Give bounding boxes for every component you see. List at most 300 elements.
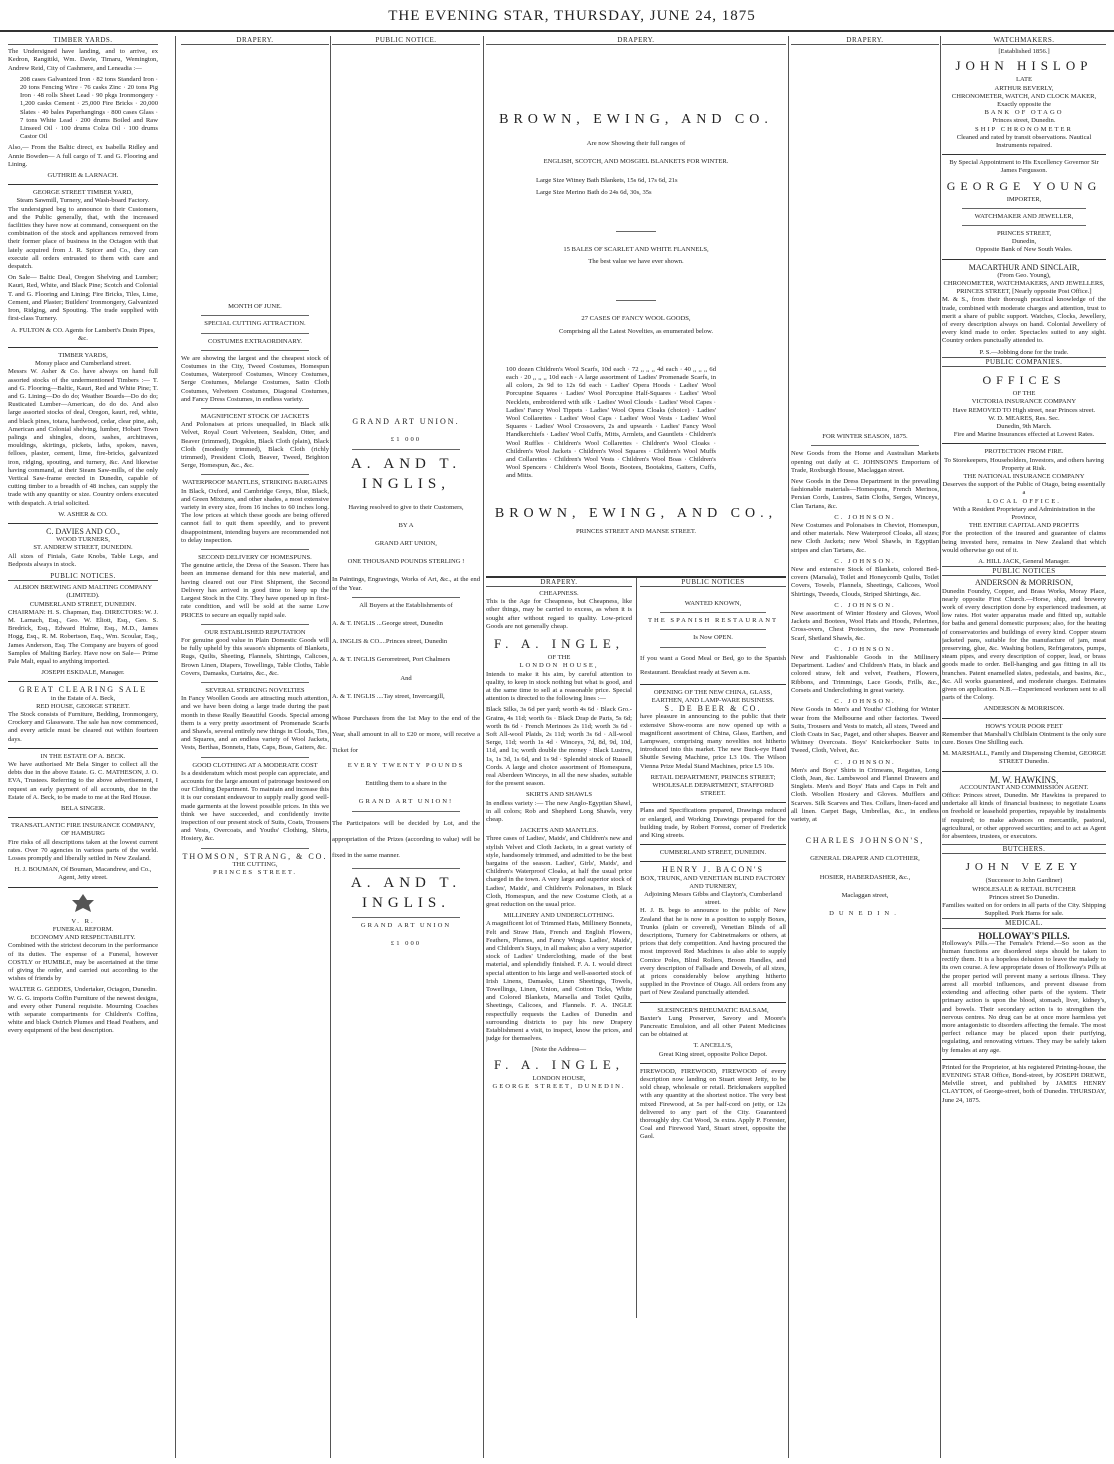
divider	[352, 868, 460, 869]
reputation-body: For genuine good value in Plain Domestic Goods will be fully upheld by this season's shipments of Blankets, Rugs, Quilts, Sheeting, Flannels, Shirtings, Calicoes, Brown Linen, Diapers, Towellings, Table Cloths, Table Covers, Damasks, Curtains, &c., &c.	[181, 636, 329, 677]
jackets-body: And Polonaises at prices unequalled, in Black silk Velvet, Royal Court Velveteen, Sealskin, Otter, and Beaver (trimmed), Dogskin, Black Cloth (plain), Black Cloth (modestly trimmed), Black Cloth (richly trimmed), President Cloth, Beaver, Tweed, Brighton Serge, Homespun, &c., &c.	[181, 421, 329, 470]
cases-line: 27 CASES OF FANCY WOOL GOODS,	[581, 315, 691, 323]
feet-body: Remember that Marshall's Chilblain Ointment is the only sure cure. Boxes One Shilling each.	[942, 730, 1106, 747]
section-heading: BUTCHERS.	[942, 844, 1106, 854]
spacer	[791, 864, 939, 874]
asher-body: Messrs W. Asher & Co. have always on hand full assorted stocks of the undermentioned Timbers :— T. and G. Flooring—Baltic, Kauri, Red and White Pine; T. and G. Lining—Do do do; Weather Boards—Do do do; Rusticated Lumber—American, do do do. And also large assorted stocks of deal, Oregon, kauri, red, white, and black pines, totara, hardwood, cedar, clear pine, ash, American and Colonial shelving, lumber, Hobart Town palings and shingles, doors, sashes, architraves, mouldings, skirtings, pickets, laths, spokes, naves, felloes, plaster, cement, lime, fire-bricks, galvanized iron, ridging, spouting, and turnery, &c. And likewise having command, at their Steam Saw-mills, of the only Vertical Saw-frame erected in Dunedin, capable of cutting timber to a breadth of 48 inches, can supply the trade with any quantity or size. Country orders executed with despatch. A trial solicited.	[8, 368, 158, 507]
of-the: OF THE	[1012, 390, 1036, 398]
spacer	[332, 646, 480, 656]
princes-street: Princes street, Dunedin.	[992, 117, 1056, 125]
costumes-heading: COSTUMES EXTRAORDINARY.	[207, 337, 303, 345]
divider	[640, 861, 786, 862]
establishment-4: A. & T. INGLIS ....Tay street, Invercargill,	[332, 692, 445, 700]
millinery-heading: MILLINERY AND UNDERCLOTHING.	[503, 912, 615, 920]
de-beer-heading: S. DE BEER & CO.	[664, 704, 762, 714]
spacer	[486, 336, 786, 366]
importer: IMPORTER,	[1006, 195, 1042, 203]
hawkins-heading: M. W. HAWKINS,	[989, 774, 1059, 785]
divider	[201, 757, 309, 758]
spacer	[486, 197, 786, 227]
witney-line: Large Size Witney Bath Blankets, 15s 6d, 17s 6d, 21s	[536, 176, 678, 184]
jackets-body: Three cases of Ladies', Maids', and Children's new and stylish Velvet and Cloth Jackets, in a great variety of style, handsomely trimmed, and admitted to be the best bargains of the season. Ladies', Girls', Maids', and Children's Waterproof Cloaks, at half the usual price charged in the town. A very large and superior stock of Ladies', Maids', and Children's Polonaises, in Black Cloth, Homespun, and the new Costume Cloth, at a great reduction on the usual price.	[486, 835, 632, 908]
establishment-3: A. & T. INGLIS Gerorretreet, Port Chalmers	[332, 656, 451, 664]
timber-signature: GUTHRIE & LARNACH.	[47, 172, 119, 180]
timber-also: Also,— From the Baltic direct, ex Isabella Ridley and Annie Bowden— A full cargo of T. and G. Flooring and Lining.	[8, 144, 158, 168]
ingle-lines: Black Silks, 3s 6d per yard; worth 4s 6d · Black Gro.-Grains, 4s 11d; worth 6s · Black Drap de Paris, 5s 6d; worth 8s 6d · French Merinoes 2s 11d; worth 3s 6d · Soft All-wool Plaids, 2s 11d; worth 3s 6d · All-wool Serge, 11d; worth 1s 4d · Winceys, 7d, 8d, 9d, 10d, 11d, and 1s; worth double the money · Black Lustres, 1s, 1s 3d, 1s 6d, and 1s 9d · Splendid stock of Russell Cords. A large and choice assortment of Homespuns, real Aberdeen Winceys, in all the new shades, suitable for the present season.	[486, 706, 632, 788]
section-heading: PUBLIC NOTICES	[942, 566, 1106, 576]
spacer	[486, 48, 786, 110]
resident: With a Resident Proprietary and Administration in the Province,	[952, 505, 1096, 521]
spacer	[486, 236, 786, 246]
davies-heading: C. DAVIES AND CO.,	[46, 526, 120, 536]
balsam-heading: SLESINGER'S RHEUMATIC BALSAM,	[657, 1006, 769, 1014]
london-house-2: LONDON HOUSE,	[532, 1074, 586, 1082]
month-heading: MONTH OF JUNE.	[228, 303, 282, 311]
spacer	[486, 130, 786, 140]
skirts-heading: SKIRTS AND SHAWLS	[525, 791, 593, 799]
plans-body: Plans and Specifications prepared, Drawings reduced or enlarged, and Working Drawings prepared for the building trade, by Robert Forrest, corner of Frederick and King streets.	[640, 807, 786, 839]
jobbing: P. S.—Jobbing done for the trade.	[979, 348, 1069, 356]
vezey-body: Families waited on for orders in all parts of the City. Shipping Supplied. Pork Hams for sale.	[942, 902, 1106, 918]
spacer	[332, 701, 480, 711]
dress-dept: New Goods in the Dress Department in the prevailing fashionable materials—Homespuns, French Merinos, Persian Cords, Lustres, Satin Cloths, Serges, Winceys, Clan Tartans, &c.	[791, 478, 939, 510]
mens-body: New Goods in Men's and Youths' Clothing for Winter wear from the Melbourne and other factories. Tweed Suits, Trousers and Vests to match, all sizes, Tweed and Cloth Coats in Sac, Paget, and other shapes. Beaver and Whitney Overcoats. Boys' Knickerbocker Suits in Tweed, Cloth, Velvet, &c.	[791, 706, 939, 755]
hislop-heading: JOHN HISLOP	[955, 58, 1093, 74]
jackets-heading: JACKETS AND MANTLES.	[519, 827, 599, 835]
spacer	[332, 566, 480, 576]
ingle-intends: Intends to make it his aim, by careful attention to quality, to keep in stock nothing but what is good, and at the same time to sell at a reasonable price. Special attention is directed to the following lines :—	[486, 670, 632, 703]
ship-chronometer: SHIP CHRONOMETER	[975, 125, 1073, 133]
imprint: Printed for the Proprietor, at his registered Printing-house, the EVENING STAR Office, Bond-street, by JOSEPH DREWE, Melville street, and published by JAMES HENRY CLAYTON, of George-street, both of Dunedin. THURSDAY, June 24, 1875.	[942, 1063, 1106, 1104]
column-divider	[636, 578, 637, 1318]
best-value-line: The best value we have ever shown.	[588, 258, 684, 266]
davies-address: ST. ANDREW STREET, DUNEDIN.	[33, 544, 133, 552]
divider	[8, 523, 158, 524]
retail-heading: RETAIL DEPARTMENT, PRINCES STREET; WHOLESALE DEPARTMENT, STAFFORD STREET.	[650, 773, 776, 798]
protection-heading: PROTECTION FROM FIRE.	[984, 448, 1064, 456]
divider	[8, 887, 158, 888]
divider	[640, 844, 786, 845]
and-line: And	[400, 674, 412, 682]
fire-body: Fire risks of all descriptions taken at the lowest current rates. Over 70 agencies in various parts of the world. Losses promptly and liberally settled in New Zealand.	[8, 838, 158, 863]
hawkins-agent: ACCOUNTANT AND COMMISSION AGENT.	[959, 783, 1089, 791]
spacer	[486, 305, 786, 315]
ingle-heading: F. A. INGLE,	[493, 636, 625, 652]
skirts-body: In endless variety :— The new Anglo-Egyptian Shawl, in all colors; Rob and Shepherd Long Shawls, very cheap.	[486, 799, 632, 823]
holloway-heading: HOLLOWAY'S PILLS.	[978, 930, 1070, 941]
albion-body: CHAIRMAN: H. S. Chapman, Esq. DIRECTORS: W. J. M. Larnach, Esq., Geo. W. Eliott, Esq., Geo. S. Bredrick, Esq., Edward Hulme, Esq., M.D., James Hogg, Esq., R. M. Robertson, Esq., Wm. Scoular, Esq., James Anderson, Esq. The Company are buyers of good Samples of Malting Barley. Have now on Sale— Prime Pale Malt, equal to anything imported.	[8, 608, 158, 666]
spacer	[332, 683, 480, 693]
divider	[660, 612, 766, 613]
divider	[942, 718, 1106, 719]
charles-johnson: CHARLES JOHNSON'S,	[805, 836, 925, 846]
new-goods: New Goods from the Home and Australian Markets opening out daily at C. JOHNSON'S Emporium of Trade, Roxburgh House, Maclaggan street.	[791, 450, 939, 474]
hosiery-body: New assortment of Winter Hosiery and Gloves, Wool Jackets and Bootees, Wool Hats and Hoods, Pelerines, Cross-overs, Chest Protectors, the new Promenade Scarf, Shetland Shawls, &c.	[791, 610, 939, 642]
divider	[640, 802, 786, 803]
winter-season: FOR WINTER SEASON, 1875.	[822, 433, 908, 441]
divider	[8, 681, 158, 682]
section-heading: TIMBER YARDS.	[8, 36, 158, 45]
divider	[660, 629, 766, 630]
clearing-sub: in the Estate of A. Beck,	[50, 694, 116, 702]
section-heading: DRAPERY.	[181, 36, 329, 45]
vezey-sub: (Successor to John Gardiner)	[985, 877, 1063, 885]
wanted-known: WANTED KNOWN,	[684, 600, 742, 608]
gst-signature: A. FULTON & CO. Agents for Lambert's Drain Pipes, &c.	[11, 326, 155, 342]
masthead-rule	[0, 30, 1114, 32]
maclaggan-line: Maclaggan street,	[841, 891, 889, 899]
divider	[352, 597, 460, 598]
thomson-cutting: THE CUTTING,	[232, 860, 278, 868]
resolved-line: Having resolved to give to their Customers,	[348, 503, 464, 511]
divider	[201, 474, 309, 475]
beck-heading: IN THE ESTATE OF A. BECK.	[40, 752, 126, 760]
timber-yards-address: Moray place and Cumberland street.	[34, 360, 132, 368]
bales-line: 15 BALES OF SCARLET AND WHITE FLANNELS,	[563, 246, 709, 254]
fire-heading: TRANSATLANTIC FIRE INSURANCE COMPANY, OF HAMBURG	[11, 822, 155, 838]
grand-art-union: GRAND ART UNION,	[375, 540, 437, 548]
clothing-body: Is a desideratum which most people can appreciate, and accounts for the large amount of patronage bestowed on our Clothing Department. To maintain and increase this it is our constant endeavour to supply really good well-made garments at the lowest possible prices. In this we think we have succeeded, and confidently invite inspection of our present stock of Suits, Coats, Trousers and Vests, Overcoats, and Youths' Clothing, Shirts, Hosiery, &c.	[181, 769, 329, 843]
section-heading: DRAPERY.	[486, 36, 786, 45]
section-heading: DRAPERY.	[486, 578, 632, 587]
spacer	[791, 882, 939, 892]
gst-subheading: Steam Sawmill, Turnery, and Wash-board Factory.	[16, 197, 150, 205]
column-brown-ewing	[486, 36, 786, 1458]
divider	[201, 408, 309, 409]
divider	[352, 917, 460, 918]
spacer	[332, 494, 480, 504]
column-divider	[175, 36, 176, 1458]
young-heading: GEORGE YOUNG	[946, 178, 1102, 193]
protection-body: To Storekeepers, Householders, Investors, and others having Property at Risk.	[944, 456, 1104, 472]
divider	[201, 682, 309, 683]
balsam-body: Baxter's Lung Preserver, Savory and Moore's Pancreatic Emulsion, and all other Patent Medicines can be obtained at	[640, 1014, 786, 1039]
homespun-heading: SECOND DELIVERY OF HOMESPUNS.	[198, 554, 312, 562]
spacer	[486, 266, 786, 296]
section-heading: PUBLIC NOTICES.	[8, 572, 158, 581]
bacon-heading: HENRY J. BACON'S	[662, 865, 764, 875]
comprising-line: Comprising all the Latest Novelties, as enumerated below.	[559, 327, 713, 335]
masthead: THE EVENING STAR, THURSDAY, JUNE 24, 1875	[388, 8, 756, 24]
johnson-signature: C. JOHNSON.	[834, 645, 896, 653]
dunedin: Dunedin,	[1011, 238, 1037, 246]
spacer	[791, 900, 939, 910]
divider	[942, 154, 1106, 155]
divider	[8, 748, 158, 749]
princes-manse-line: PRINCES STREET AND MANSE STREET.	[575, 527, 697, 535]
inglis-heading: A. AND T. INGLIS,	[350, 455, 462, 492]
entire-body: For the protection of the insured and guarantee of claims being invested here, remains in New Zealand that which would otherwise go out of it.	[942, 530, 1106, 554]
fire-marine: Fire and Marine Insurances effected at Lowest Rates.	[953, 431, 1095, 439]
millinery-body: New and Fashionable Goods in the Millinery Department. Ladies' and Children's Hats, in black and colored straw, felt and velvet, Feathers, Flowers, Ribbons, and Trimmings, Lace Goods, Frills, &c., Corsets and Underclothing in great variety.	[791, 654, 939, 694]
funeral-more: W. G. G. imports Coffin Furniture of the newest designs, and every other Funeral requisite. Mourning Coaches with separate compartments for Children's Coffins, white and black Ostrich Plumes and Head Feathers, and every equipment of the best description.	[8, 994, 158, 1035]
inglis-heading-2: A. AND T. INGLIS.	[350, 874, 462, 911]
beck-signature: BELA SINGER.	[61, 805, 105, 813]
spacer	[181, 48, 329, 303]
ingle-heading-2: F. A. INGLE,	[493, 1056, 625, 1072]
column-divider	[940, 36, 941, 1458]
johnson-signature: C. JOHNSON.	[834, 513, 896, 521]
davies-sub: WOOD TURNERS,	[56, 536, 110, 544]
millinery-body: A magnificent lot of Trimmed Hats, Millinery Bonnets, Felt and Straw Hats, French and English Flowers, Feathers, Plumes, and Fancy Wings. Ladies', Maids', and Children's Stays, in all makes; also a very superior stock of Ladies' Underclothing, made of the best material, and splendidly finished. F. A. I. would direct special attention to his large and well-assorted stock of Irish Linens, Damasks, Linen Sheetings, Towels, Towellings, Linen, Union, and Cotton Ticks, White and Colored Blankets, Marsella and Toilet Quilts, Sheetings, Calicoes, and Flannels. F. A. INGLE respectfully requests the Ladies of Dunedin and surrounding districts to pay his new Drapery Establishment a visit, to inspect, know the prices, and judge for themselves.	[486, 920, 632, 1043]
costumes-body: We are showing the largest and the cheapest stock of Costumes in the City, Tweed Costumes, Homespun Costumes, Waterproof Costumes, Wincey Costumes, Serge Costumes, Melange Costumes, Satin Cloth Costumes, Velveteen Costumes, Diagonal Costumes, and Fancy Dress Costumes, in endless variety.	[181, 354, 329, 403]
gst-heading: GEORGE STREET TIMBER YARD,	[33, 189, 133, 197]
anderson-signature: ANDERSON & MORRISON.	[983, 705, 1065, 713]
of-the: OF THE	[547, 654, 571, 662]
column-ingle	[486, 578, 632, 1091]
divider	[352, 811, 460, 812]
johnson-signature: C. JOHNSON.	[834, 601, 896, 609]
note-address: [Note the Address—	[531, 1046, 587, 1054]
watchmaker-jeweller: WATCHMAKER AND JEWELLER,	[974, 212, 1074, 220]
reputation-heading: OUR ESTABLISHED REPUTATION	[204, 628, 306, 636]
section-heading: PUBLIC COMPANIES.	[942, 357, 1106, 367]
local-office: LOCAL OFFICE.	[987, 497, 1061, 505]
costumes-body: New Costumes and Polonaises in Cheviot, Homespun, and other materials. New Waterproof Cloaks, all sizes; new Cloth Jackets; new Wool Shawls, in Egyptian stripes and clan Tartans, &c.	[791, 522, 939, 554]
wool-goods-list: 100 dozen Children's Wool Scarfs, 10d each · 72 ,, ,, ,, 4d each · 40 ,, ,, ,, 6d each · 20 ,, ,, ,, 10d each · A large assortment of Ladies' Promenade Scarfs, in all colors, 2s 9d to 12s 6d each · Ladies' Opera Hoods · Ladies' Wool Porcupine Squares · Ladies' Wool Porcupine Half-Squares · Ladies' Wool Necklets, embroidered with silk · Ladies' Wool Clouds · Ladies' Wool Capes · Ladies' Fancy Wool Tippets · Ladies' Wool Opera Cloaks (choice) · Ladies' Wool Collarettes · Ladies' Wool Caps · Ladies' Wool Vests · Ladies' Wool Squares · Ladies' Wool Crossovers, 2s and upwards · Ladies' Fancy Wool Handkerchiefs · Ladies' Wool Cuffs, Mitts, Armlets, and Gauntlets · Children's Wool Ruffles · Children's Wool Collarettes · Children's Wool Cloaks · Children's Wool Jackets · Children's Wool Squares · Children's Wool Muffs and Collarettes · Children's Wool Vests · Children's Wool Boas · Children's Wool Spencers · Children's Wool Boots, Bootees, Bootakins, Gaiters, Cuffs, and Mitts.	[506, 365, 716, 480]
beck-body: We have authorised Mr Bela Singer to collect all the debts due in the above Estate. G. C. MATHESON, J. O. EVA, Trustees. Referring to the above advertisement, I request an early payment of all accounts, due in the Estate of A. Beck, to be made to me at the Red House.	[8, 761, 158, 801]
column-divider	[330, 36, 331, 1458]
general-draper: GENERAL DRAPER AND CLOTHIER,	[810, 855, 920, 863]
novelties-body: In Fancy Woollen Goods are attracting much attention, and we have been doing a large trade during the past month in these Really Beautiful Goods. Special among them is a very pretty assortment of Promenade Scarfs and Shawls, several entirely new things in Clouds, Ties, and Squares, and an endless variety of Wool Jackets, Vests, Berthas, Bonnets, Hats, Caps, Boas, Gaiters, &c.	[181, 695, 329, 752]
bacon-address: Adjoining Messrs Gibbs and Clayton's, Cumberland street.	[644, 890, 782, 907]
art-union-amount-2: £1 000	[390, 939, 422, 947]
divider	[8, 347, 158, 348]
gst-body: The undersigned beg to announce to their Customers, and the Public generally, that, with the increased facilities they have now at command, consequent on the combination of the stock and appliances removed from their former place of business in the Octagon with that lately acquired from J. R. Spicer and Co., they can execute all orders entrusted to them with care and despatch.	[8, 205, 158, 271]
establishment-2: A. INGLIS & CO....Princes street, Dunedin	[332, 638, 448, 646]
by-a: BY A	[398, 521, 414, 529]
section-heading: PUBLIC NOTICES	[640, 578, 786, 587]
column-divider	[788, 36, 789, 1458]
art-union-heading: GRAND ART UNION.	[352, 417, 460, 427]
divider	[962, 208, 1086, 209]
divider	[640, 1002, 786, 1003]
feet-heading: HOW'S YOUR POOR FEET	[985, 722, 1063, 730]
divider	[201, 333, 309, 334]
divider	[942, 1059, 1106, 1060]
spacer	[332, 770, 480, 780]
spacer	[332, 610, 480, 620]
mantles-heading: WATERPROOF MANTLES, STRIKING BARGAINS	[182, 479, 328, 487]
cleaned-line: Cleaned and rated by transit observations. Nautical Instruments repaired.	[956, 133, 1092, 150]
spacer	[332, 665, 480, 675]
anderson-heading: ANDERSON & MORRISON,	[974, 578, 1073, 588]
thomson-street: PRINCES STREET.	[212, 868, 298, 876]
deserves: Deserves the support of the Public of Otago, being essentially a	[942, 481, 1106, 497]
lower-split-section	[486, 576, 786, 1141]
divider	[616, 300, 656, 301]
divider	[8, 817, 158, 818]
now-open: Is Now OPEN.	[693, 634, 733, 642]
ancell-address: Great King street, opposite Police Depot.	[658, 1050, 768, 1058]
special-appointment: By Special Appointment to His Excellency Governor Sir James Fergusson.	[949, 159, 1099, 175]
column-timber-yards	[8, 36, 158, 1458]
spacer	[332, 530, 480, 540]
holloway-body: Holloway's Pills.—The Female's Friend.—So soon as the human functions are disordered steps should be taken to rectify them. It is a hopeless delusion to leave the malady to its own course. A few appropriate doses of Holloway's Pills at the proper period will prevent many a serious illness. They arrest all morbid influences, and prevent disease from extending and affecting other parts of the system. Their primary action is upon the blood, stomach, liver, kidney's, and bowels. Their secondary action is to strengthen the nervous centres. No drug can be at once more harmless yet more antagonistic to disorders affecting the female. The most perfect reliance may be placed upon their purifying, regulating, and renovating virtues. They may be safely taken by females at any age.	[942, 939, 1106, 1054]
merino-line: Large Size Merino Bath do 24s 6d, 30s, 35s	[536, 188, 652, 196]
hawkins-body: Office: Princes street, Dunedin. Mr Hawkins is prepared to undertake all kinds of financial business; to negotiate Loans on freehold or leasehold properties, repayable by instalments if required; to make advances on mercantile, pastoral, agricultural, or other approved securities; and to act as Agent for absentees, trustees, or executors.	[942, 792, 1106, 841]
johnson-signature: C. JOHNSON.	[834, 698, 896, 706]
art-union-heading-2: GRAND ART UNION	[360, 921, 452, 929]
every-twenty: EVERY TWENTY POUNDS	[347, 762, 465, 770]
clearing-address: RED HOUSE, GEORGE STREET.	[36, 702, 130, 710]
marshall-signature: M. MARSHALL, Family and Dispensing Chemist, GEORGE STREET Dunedin.	[942, 750, 1106, 766]
column-watchmakers	[942, 36, 1106, 1458]
gst-on-sale: On Sale— Baltic Deal, Oregon Shelving and Lumber; Kauri, Red, White, and Black Pine; Scotch and Colonial T. and G. Flooring and Lining; Fire Bricks, Tiles, Lime, Cement, and Plaster; Builders' Ironmongery, Galvanized Iron, Ridging, and Spouting. The trade supplied with first-class Turnery.	[8, 274, 158, 323]
spacer	[332, 930, 480, 940]
art-union-amount: £1 000	[390, 436, 422, 444]
spacer	[640, 590, 786, 600]
spacer	[332, 426, 480, 436]
divider	[660, 647, 766, 648]
vezey-heading: JOHN VEZEY	[965, 861, 1083, 874]
thomson-signature: THOMSON, STRANG, & CO.	[182, 851, 328, 861]
george-street: GEORGE STREET, DUNEDIN.	[492, 1082, 626, 1090]
divider	[640, 684, 786, 685]
bank-otago: BANK OF OTAGO	[984, 109, 1064, 117]
divider	[962, 225, 1086, 226]
national-insurance: THE NATIONAL INSURANCE COMPANY	[963, 472, 1085, 480]
column-art-union	[332, 36, 480, 1458]
cumberland-street: CUMBERLAND STREET, DUNEDIN.	[659, 849, 767, 857]
albion-heading: ALBION BREWING AND MALTING COMPANY (LIMITED).	[13, 584, 153, 600]
column-public-notices	[640, 578, 786, 1145]
divider	[616, 231, 656, 232]
opposite-nsw: Opposite Bank of New South Wales.	[975, 246, 1073, 254]
participators-line: The Participators will be decided by Lot, and the appropriation of the Prizes (according to value) will be fixed in the same manner.	[332, 819, 480, 859]
divider	[942, 771, 1106, 772]
grand-art-union-2: GRAND ART UNION!	[358, 798, 454, 806]
funeral-heading: FUNERAL REFORM.	[52, 925, 114, 933]
divider	[640, 1063, 786, 1064]
clearing-heading: GREAT CLEARING SALE	[18, 685, 148, 695]
funeral-signature: WALTER G. GEDDES, Undertaker, Octagon, Dunedin.	[9, 986, 157, 994]
clearing-body: The Stock consists of Furniture, Bedding, Ironmongery, Crockery and Glassware. The sale has now commenced, and every article must be cleared out within fourteen days.	[8, 711, 158, 743]
funeral-sub: ECONOMY AND RESPECTABILITY.	[30, 934, 136, 942]
divider	[942, 259, 1106, 260]
established: [Established 1856.]	[998, 48, 1050, 56]
bacon-body: H. J. B. begs to announce to the public of New Zealand that he is now in a position to supply Boxes, Trunks (plain or covered), Venetian Blinds of all descriptions, Turnery for Cabinetmakers or others, at prices that defy competition. And having procured the most improved Red Machines is also able to supply Cornice Poles, Blind Rollers, Broom Handles, and every description of Fallsade and Dowels, of all sizes, at prices considerably below anything hitherto supplied in the Province of Otago. All orders from any part of New Zealand punctually attended.	[640, 907, 786, 997]
davies-body: All sizes of Finials, Gate Knobs, Table Legs, and Bedposts always in stock.	[8, 552, 158, 568]
albion-signature: JOSEPH ESKDALE, Manager.	[41, 669, 125, 677]
section-heading: MEDICAL.	[942, 918, 1106, 928]
divider	[201, 549, 309, 550]
spacer	[332, 512, 480, 522]
johnson-signature: C. JOHNSON.	[834, 557, 896, 565]
bacon-sub: BOX, TRUNK, AND VENETIAN BLIND FACTORY AND TURNERY,	[640, 874, 786, 890]
firewood-body: FIREWOOD, FIREWOOD, FIREWOOD of every description now landing on Stuart street Jetty, to be sold cheap, wholesale or retail. Brickmakers supplied with any quantity at the shortest notice. The very best mixed Firewood, at 5s per half-cord on jetty, or 12s delivered to any part of the City. Guaranteed thoroughly dry. Cut Wood, 3s extra. Apply P. Forester, Coal and Firewood Yard, Stuart street, opposite the Gaol.	[640, 1067, 786, 1141]
asher-signature: W. ASHER & CO.	[58, 510, 108, 518]
blankets-body: New and extensive Stock of Blankets, colored Bed-covers (Marsala), Toilet and Honeycomb Quilts, Toilet Covers, Towels, Flannels, Sheetings, Calicoes, Wool Shirtings, Tweeds, Clouds, Striped Shirtings, &c.	[791, 566, 939, 598]
removed: Have REMOVED TO High street, near Princes street.	[952, 406, 1096, 414]
opposite: Exactly opposite the	[997, 101, 1051, 109]
macarthur-sub: CHRONOMETER, WATCHMAKERS, AND JEWELLERS,	[943, 280, 1105, 288]
special-heading: SPECIAL CUTTING ATTRACTION.	[204, 320, 306, 328]
spacer	[332, 788, 480, 798]
divider	[811, 445, 919, 446]
timber-yards-heading: TIMBER YARDS,	[58, 351, 108, 359]
section-heading: PUBLIC NOTICE.	[332, 36, 480, 45]
brown-ewing-heading-2: BROWN, EWING, AND CO.,	[494, 505, 778, 521]
jackets-heading: MAGNIFICENT STOCK OF JACKETS	[200, 413, 310, 421]
spacer	[791, 845, 939, 855]
cheapness-body: This is the Age for Cheapness, but Cheapness, like other things, may be carried to excess, as when it is sought after without regard to quality. Low-priced Goods are not generally cheap.	[486, 598, 632, 630]
spacer	[486, 484, 786, 504]
princes-street-2: PRINCES STREET,	[996, 230, 1052, 238]
vezey-address: Princes street So Dunedin.	[989, 893, 1059, 901]
macarthur-heading: MACARTHUR AND SINCLAIR,	[968, 262, 1080, 272]
meares: W. D. MEARES, Res. Sec.	[988, 414, 1060, 422]
hill-jack: A. HILL JACK, General Manager.	[978, 557, 1070, 565]
spanish-restaurant: THE SPANISH RESTAURANT	[647, 617, 779, 625]
entitling-line: Entitling them to a share in the	[365, 780, 447, 788]
from-young: (From Geo. Young),	[997, 271, 1051, 279]
arthur-beverly: ARTHUR BEVERLY,	[994, 84, 1054, 92]
hosier-line: HOSIER, HABERDASHER, &c.,	[819, 873, 911, 881]
blankets-line: ENGLISH, SCOTCH, AND MOSGIEL BLANKETS FOR WINTER.	[543, 158, 729, 166]
column-johnson	[791, 36, 939, 1458]
buyers-line: All Buyers at the Establishments of	[359, 601, 453, 609]
timber-items: 208 cases Galvanized Iron · 82 tons Standard Iron · 20 tons Fencing Wire · 76 casks Zinc · 20 tons Pig Iron · 48 rolls Sheet Lead · 90 pkgs Ironmongery · 1,200 casks Cement · 25,000 Fire Bricks · 20,000 Slates · 40 bales Paperhangings · 800 cases Glass · 7 tons White Lead · 200 drums Boiled and Raw Linseed Oil · 100 drums Colza Oil · 100 drums Castor Oil	[20, 75, 158, 141]
column-drapery-thomson	[181, 36, 329, 1458]
spacer	[486, 148, 786, 158]
macarthur-address: PRINCES STREET, [Nearly opposite Post Office.]	[956, 288, 1092, 296]
divider	[201, 350, 309, 351]
dated: Dunedin, 9th March.	[996, 422, 1052, 430]
divider	[201, 624, 309, 625]
royal-crest-icon	[68, 892, 98, 914]
homespun-body: The genuine article, the Dress of the Season. There has been an immense demand for this new material, and having cleared out our First Shipment, the Second Delivery has arrived in good time to keep up the Largest Stock in the City. They have opened up in first-rate condition, and will be sold at the same Low PRICES to secure an equally rapid sale.	[181, 562, 329, 619]
macarthur-body: M. & S., from their thorough practical knowledge of the trade, combined with moderate charges and attention, trust to merit a share of public support. Watches, Clocks, Jewellery, of every description always on hand. Colonial Jewellery of every kind made to order. Spectacles suited to any sight. Country orders punctually attended to.	[942, 296, 1106, 345]
fire-signature: H. J. BOUMAN, Of Bouman, Macandrew, and Co., Agent, Jetty street.	[14, 866, 152, 882]
novelties-heading: SEVERAL STRIKING NOVELTIES	[205, 686, 305, 694]
whose-line: Whose Purchases from the 1st May to the end of the Year, shall amount in all to £20 or more, will receive a Ticket for	[332, 715, 480, 755]
spacer	[791, 48, 939, 433]
meal-body: If you want a Good Meal or Bed, go to the Spanish Restaurant. Breakfast ready at Seven a.m.	[640, 654, 786, 676]
showing-line: Are now Showing their full ranges of	[586, 140, 686, 148]
divider	[201, 848, 309, 849]
offices-heading: OFFICES	[982, 373, 1066, 388]
dunedin-line: DUNEDIN.	[829, 909, 901, 917]
section-heading: WATCHMAKERS.	[942, 36, 1106, 45]
spacer	[332, 48, 480, 418]
divider	[942, 443, 1106, 444]
albion-address: CUMBERLAND STREET, DUNEDIN.	[29, 600, 137, 608]
one-thousand: ONE THOUSAND POUNDS STERLING !	[347, 558, 465, 566]
victoria-insurance: VICTORIA INSURANCE COMPANY	[971, 398, 1077, 406]
spacer	[332, 628, 480, 638]
shirts-body: Men's and Boys' Shirts in Crimeans, Regattas, Long Cloth, Jean, &c. Lambswool and Flannel Drawers and Singlets. Men's and Boys' Hats and Caps in Felt and Cloth. Woollen Hosiery and Gloves. Mufflers and Scarves. Silk Scarves and Ties. Collars, linen-faced and all linen. Carpet Bags, Umbrellas, &c., in endless variety, at	[791, 766, 939, 823]
cheapness-heading: CHEAPNESS.	[539, 590, 579, 598]
establishment-1: A. & T. INGLIS ...George street, Dunedin	[332, 620, 443, 628]
divider	[352, 449, 460, 450]
entire-capital: THE ENTIRE CAPITAL AND PROFITS	[968, 522, 1080, 530]
section-heading: DRAPERY.	[791, 36, 939, 45]
divider	[8, 184, 158, 185]
mantles-body: In Black, Oxford, and Cambridge Greys, Blue, Black, and Green Mixtures, and other shades, a most extensive variety in every size, from 16 inches to 60 inches long. The low prices at which these goods are being offered cannot fail to quit them speedily, and to prevent disappointment, intending buyers are recommended not to delay inspection.	[181, 487, 329, 544]
clothing-heading: GOOD CLOTHING AT A MODERATE COST	[192, 761, 318, 769]
london-house: LONDON HOUSE,	[519, 662, 599, 670]
spacer	[332, 548, 480, 558]
timber-intro: The Undersigned have landing, and to arrive, ex Kedron, Rangitiki, Wm. Davie, Timaru, Wemington, Andrew Reid, City of Cashmere, and Leneadia :—	[8, 48, 158, 72]
chronometer-maker: CHRONOMETER, WATCH, AND CLOCK MAKER,	[951, 92, 1097, 100]
anderson-body: Dunedin Foundry, Copper, and Brass Works, Moray Place, nearly opposite First Church.—Horse, ship, and brewery work of every description done by experienced tradesmen, at low rates. Hot water apparatus made and fitted up, suitable for baths and general domestic purposes; also, for the heating of conservatories and buildings of every kind. Copper steam jacketed pans, suitable for the manufacture of jam, meat preserving, glue, &c. Washing boilers, Refrigerators, pumps, steam pipes, and every description of copper, lead, or brass goods made to order. Bell-hanging and gas fitting in all its branches. Patent enamelled slates, pedestals, and basins, &c., &c. All works guaranteed, and moderate charges. Estimates given on application. N.B.—Experienced workmen sent to all parts of the Colony.	[942, 587, 1106, 702]
spacer	[486, 167, 786, 177]
ancell-signature: T. ANCELL'S,	[693, 1042, 733, 1050]
vezey-wholesale: WHOLESALE & RETAIL BUTCHER	[972, 885, 1076, 893]
late: LATE	[1015, 76, 1033, 84]
vr-initials: V. R.	[71, 917, 95, 925]
